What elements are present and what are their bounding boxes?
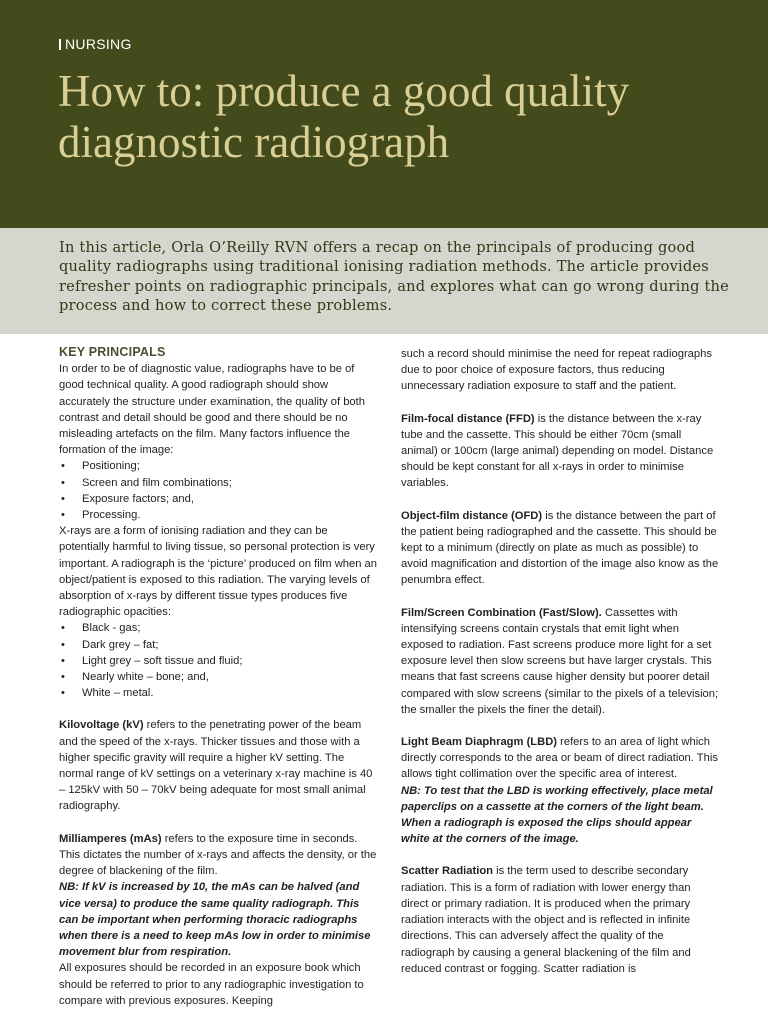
list-item: • Black - gas; — [59, 620, 381, 636]
record-continued: such a record should minimise the need for repeat radiographs due to poor choice of exposure factors, thus reducing unnecessary radiation exposure to staff and the patient. — [401, 348, 712, 393]
mas-text: refers to the exposure time in seconds. This dictates the number of x-rays and affects the density, or the degree of blackening of the film. — [59, 832, 377, 878]
kv-term: Kilovoltage (kV) — [59, 719, 144, 732]
lbd-text: refers to an area of light which directly corresponds to the area or beam of direct radiation. This allows tight collimation over the specific area of interest. — [401, 736, 718, 781]
list-item: • Processing. — [59, 507, 381, 523]
list-item: • Dark grey – fat; — [59, 637, 381, 653]
lbd-paragraph — [401, 734, 719, 783]
list-item: • White – metal. — [59, 685, 381, 701]
list-item: • Light grey – soft tissue and fluid; — [59, 653, 381, 669]
left-column — [59, 344, 381, 1009]
mas-paragraph — [59, 831, 381, 880]
ffd-paragraph — [401, 411, 719, 492]
intro-box — [0, 228, 768, 334]
ffd-text: is the distance between the x-ray tube and the cassette. This should be either 70cm (small animal) or 100cm (large animal) depending on model. Distance should be kept constant for all x-rays in order to minimise variables. — [401, 412, 714, 490]
mas-term: Milliamperes (mAs) — [59, 832, 162, 845]
right-column — [401, 346, 719, 977]
section-tag — [59, 36, 132, 52]
lbd-term: Light Beam Diaphragm (LBD) — [401, 736, 558, 749]
mas-note: NB: If kV is increased by 10, the mAs can be halved (and vice versa) to produce the same quality radiograph. This can be important when performing thoracic radiographs when there is a need to keep mAs low in order to minimise movement blur from respiration. — [59, 881, 371, 959]
ofd-paragraph — [401, 508, 719, 589]
ofd-text: is the distance between the part of the patient being radiographed and the cassette. This should be kept to a minimum (directly on plate as much as possible) to avoid magnification and distortion of the image also know as the penumbra effect. — [401, 509, 719, 587]
header-banner — [0, 0, 768, 228]
intro-paragraph: In order to be of diagnostic value, radiographs have to be of good technical quality. A good radiograph should show accurately the structure under examination, the quality of both contrast and detail should be good and there should be no misleading artefacts on the film. Many factors influence the formation of the image: — [59, 363, 365, 457]
film-screen-text: Cassettes with intensifying screens contain crystals that emit light when exposed to radiation. Fast screens produce more light for a set exposure level then slow screens but have larger crystals. This means that fast screens cause higher density but poorer detail compared with slow screens (similar to the pixels of a television; the smaller the pixels the finer the detail). — [401, 606, 719, 716]
kv-paragraph — [59, 717, 381, 814]
section-bar — [59, 39, 61, 50]
list-item: • Nearly white – bone; and, — [59, 669, 381, 685]
article-title: How to: produce a good quality diagnostic radiograph — [58, 66, 630, 167]
key-principals-heading: KEY PRINCIPALS — [59, 345, 166, 359]
scatter-paragraph — [401, 863, 719, 976]
ofd-term: Object-film distance (OFD) — [401, 509, 543, 522]
scatter-text: is the term used to describe secondary radiation. This is a form of radiation with lower energy than direct or primary radiation. It is produced when the primary radiation interacts with the object and is reflected in infinite directions. This can adversely affect the quality of the radiograph by causing a general blackening of the film and reduced contrast or fogging. Scatter radiation is — [401, 865, 691, 975]
film-screen-paragraph — [401, 605, 719, 718]
xray-paragraph: X-rays are a form of ionising radiation and they can be potentially harmful to living tissue, so personal protection is very important. A radiograph is the ‘picture’ produced on film when an object/patient is exposed to this radiation. The varying levels of absorption of x-rays by different tissue types produces five radiographic opacities: — [59, 525, 377, 619]
intro-text: In this article, Orla O’Reilly RVN offers a recap on the principals of producing good quality radiographs using traditional ionising radiation methods. The article provides refresher points on radiographic principals, and explores what can go wrong during the process and how to correct these problems. — [59, 239, 729, 314]
kv-text: refers to the penetrating power of the beam and the speed of the x-rays. Thicker tissues and those with a higher specific gravity will require a higher kV setting. The normal range of kV settings on a veterinary x-ray machine is 40 – 125kV with 50 – 70kV being adequate for most small animal radiography. — [59, 719, 373, 813]
factors-list — [59, 458, 381, 523]
opacities-list — [59, 620, 381, 701]
list-item: • Positioning; — [59, 458, 381, 474]
ffd-term: Film-focal distance (FFD) — [401, 412, 535, 425]
scatter-term: Scatter Radiation — [401, 865, 494, 878]
film-screen-term: Film/Screen Combination (Fast/Slow). — [401, 606, 602, 619]
lbd-note: NB: To test that the LBD is working effectively, place metal paperclips on a cassette at the corners of the light beam. When a radiograph is exposed the clips should appear white at the corners of the image. — [401, 784, 713, 846]
record-paragraph: All exposures should be recorded in an exposure book which should be referred to prior to any radiographic investigation to compare with previous exposures. Keeping — [59, 962, 364, 1007]
list-item: • Exposure factors; and, — [59, 491, 381, 507]
list-item: • Screen and film combinations; — [59, 475, 381, 491]
section-label: NURSING — [65, 36, 132, 52]
